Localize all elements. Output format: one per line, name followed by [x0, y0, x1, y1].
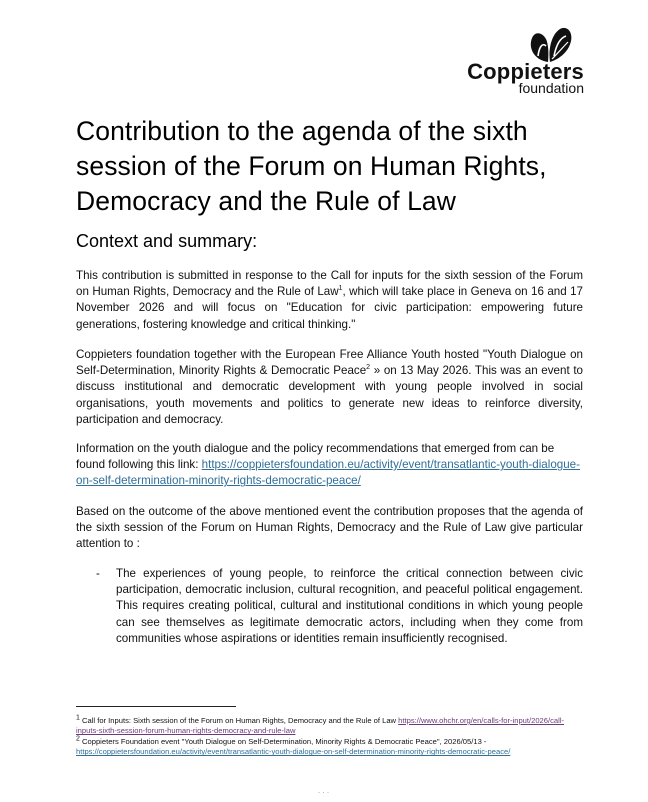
footnote-number-2: 2: [76, 735, 80, 743]
page-marker: . . .: [318, 786, 330, 795]
footnote-ref-1[interactable]: 1: [338, 285, 343, 293]
bullet-text: The experiences of young people, to reinforce the critical connection between civic participation, democratic inclusion, cultural recognition, and peaceful political engagement. This requires creating political, cultural and institutional conditions in which young people can see themselves as legitimate democratic actors, including when they come from communities whose aspirations or identities remain insufficiently recognised.: [116, 567, 583, 645]
footnote-2-text: Coppieters Foundation event "Youth Dialogue on Self-Determination, Minority Rights & Democratic Peace", 2026/05/13 -: [79, 736, 487, 746]
footnote-ref-2[interactable]: 2: [366, 364, 371, 372]
footnote-2: [76, 737, 584, 758]
footnote-1: [76, 716, 584, 737]
bullet-dash: -: [96, 567, 100, 580]
list-item: [96, 566, 583, 647]
document-title: Contribution to the agenda of the sixth session of the Forum on Human Rights, Democracy and the Rule of Law: [76, 116, 547, 216]
paragraph-3-text: Information on the youth dialogue and the policy recommendations that emerged from can be found following this link:: [76, 442, 555, 472]
coppieters-event-link[interactable]: https://coppietersfoundation.eu/activity/event/transatlantic-youth-dialogue-on-self-determination-minority-rights-democratic-peace/: [76, 747, 511, 757]
paragraph-2-text-b: » on 13 May 2026. This was an event to discuss institutional and democratic development with young people involved in social organisations, youth movements and politics to generate new ideas to reinforce diversity, participation and democracy.: [76, 364, 583, 426]
footnote-1-text: Call for Inputs: Sixth session of the Forum on Human Rights, Democracy and the Rule of Law: [79, 716, 399, 725]
ohchr-call-link[interactable]: https://www.ohchr.org/en/calls-for-input/2026/call-inputs-sixth-session-forum-human-rights-democracy-and-rule-law: [76, 716, 565, 736]
youth-dialogue-link[interactable]: https://coppietersfoundation.eu/activity/event/transatlantic-youth-dialogue-on-self-determination-minority-rights-democratic-peace/: [76, 458, 580, 488]
footnote-number-1: 1: [76, 714, 80, 722]
paragraph-2: [76, 347, 583, 428]
logo-subtitle: foundation: [518, 80, 584, 96]
paragraph-1-text-b: , which will take place in Geneva on 16 and 17 November 2026 and will focus on "Education for civic participation: empowering future generations, fostering knowledge and critical thinking.": [76, 285, 583, 331]
paragraph-4: Based on the outcome of the above mentioned event the contribution proposes that the agenda of the sixth session of the Forum on Human Rights, Democracy and the Rule of Law give particular attention to :: [76, 505, 583, 551]
coppieters-logo: [454, 26, 584, 96]
section-heading: Context and summary:: [76, 231, 258, 251]
paragraph-3: [76, 441, 583, 490]
paragraph-2-text-a: Coppieters foundation together with the European Free Alliance Youth hosted "Youth Dialogue on Self-Determination, Minority Rights & Democratic Peace: [76, 348, 583, 378]
footnotes: [76, 716, 584, 758]
logo-wordmark: Coppieters: [467, 59, 584, 84]
paragraph-1: [76, 268, 583, 333]
paragraph-1-text-a: This contribution is submitted in response to the Call for inputs for the sixth session of the Forum on Human Rights, Democracy and the Rule of Law: [76, 269, 583, 299]
footnote-separator: [76, 706, 236, 707]
